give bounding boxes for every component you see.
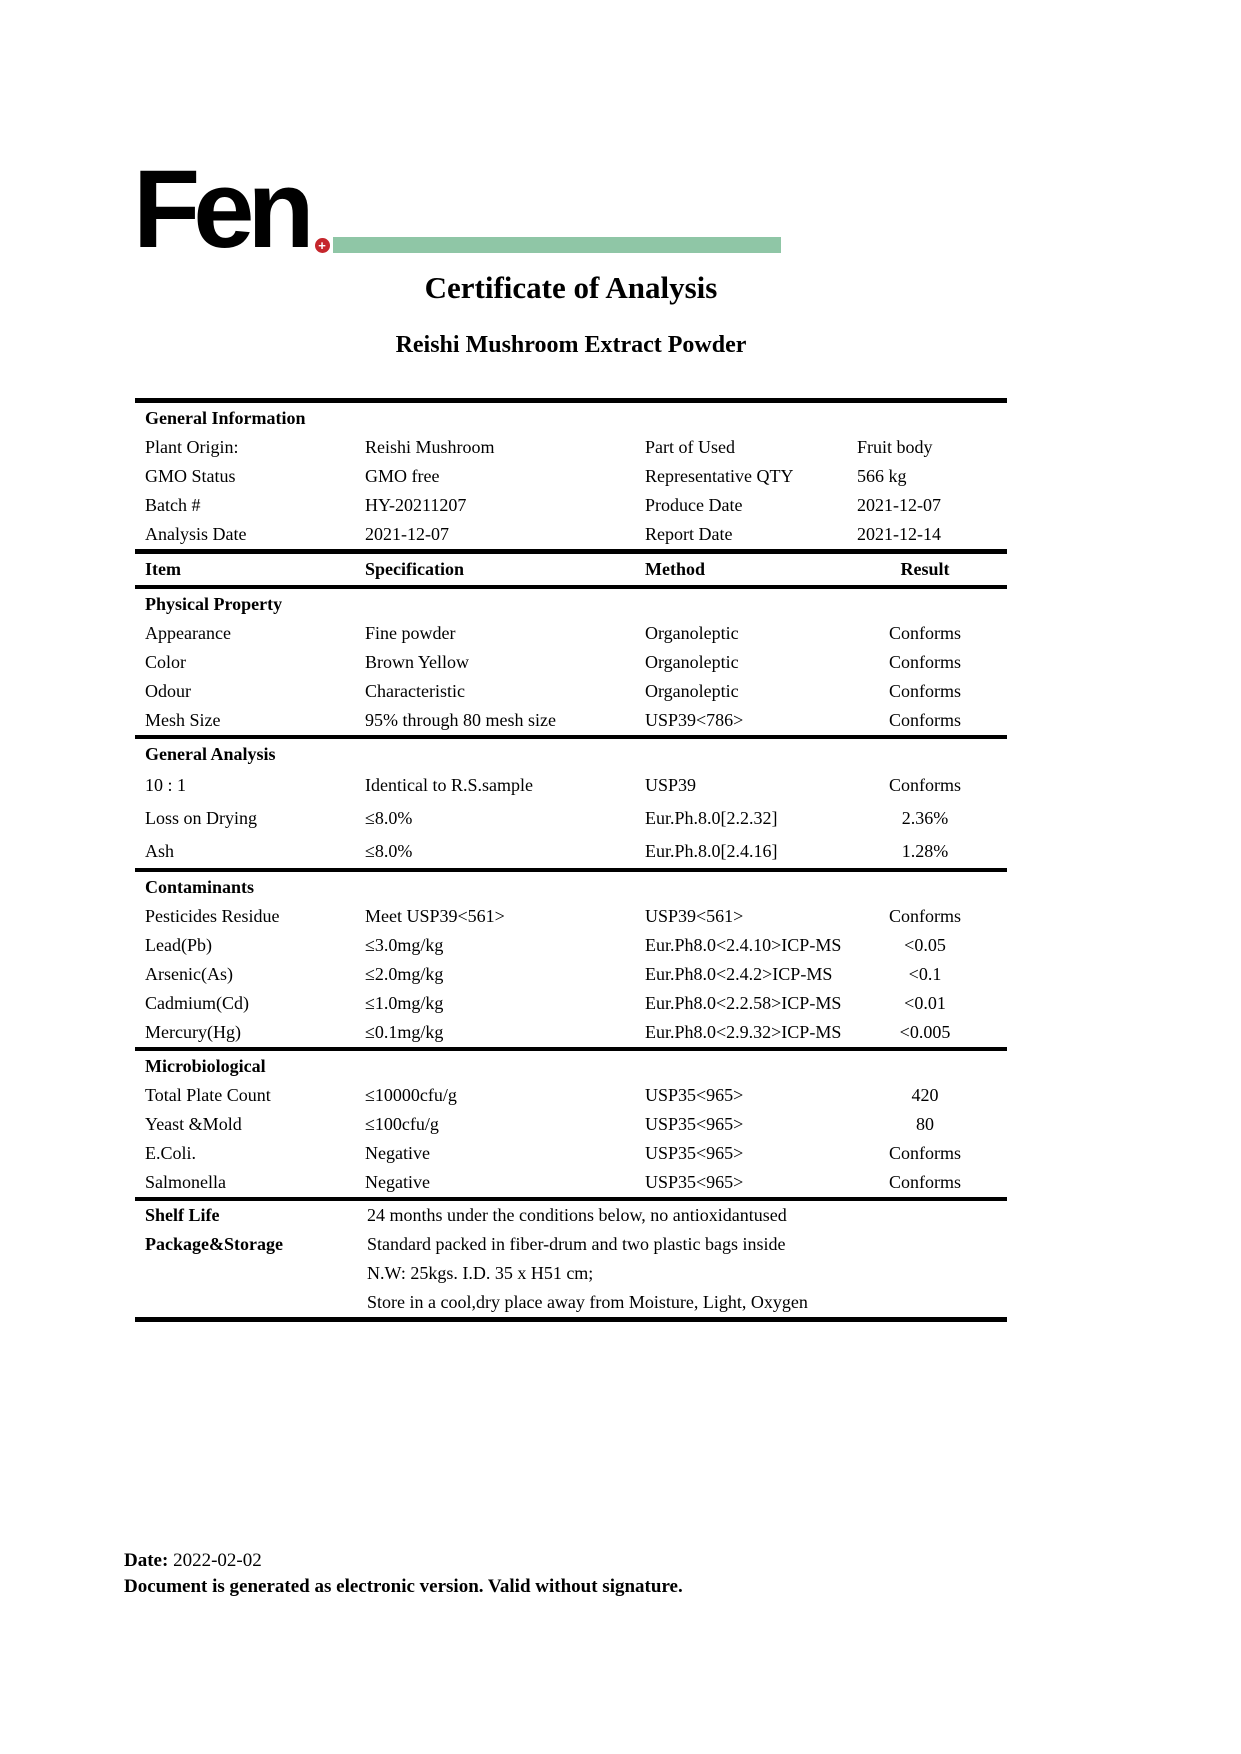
validity-note: Document is generated as electronic version. Valid without signature.	[124, 1576, 683, 1597]
field-label: Produce Date	[645, 495, 743, 515]
item-cell: Odour	[145, 681, 191, 701]
field-label: Analysis Date	[145, 524, 247, 544]
column-header-result: Result	[900, 559, 950, 579]
table-row	[135, 677, 1007, 706]
storage-row	[135, 1230, 1007, 1259]
spec-cell: Brown Yellow	[365, 652, 470, 672]
result-cell: <0.1	[908, 964, 942, 984]
table-row	[135, 1018, 1007, 1047]
storage-text: Standard packed in fiber-drum and two plastic bags inside	[367, 1234, 786, 1254]
item-cell: 10 : 1	[145, 775, 187, 795]
field-value: GMO free	[365, 466, 440, 486]
section-physical-property	[135, 589, 1007, 735]
table-row	[135, 960, 1007, 989]
method-cell: USP39<786>	[645, 710, 744, 730]
result-cell: Conforms	[889, 906, 961, 926]
date-value: 2022-02-02	[173, 1550, 262, 1571]
method-cell: Organoleptic	[645, 623, 739, 643]
column-header-method: Method	[645, 559, 705, 579]
spec-cell: Meet USP39<561>	[365, 906, 505, 926]
method-cell: USP35<965>	[645, 1085, 744, 1105]
item-cell: Arsenic(As)	[145, 964, 233, 984]
spec-table-header	[135, 549, 1007, 589]
field-label: Report Date	[645, 524, 733, 544]
table-row	[135, 931, 1007, 960]
spec-cell: Negative	[365, 1143, 430, 1163]
result-cell: Conforms	[889, 1172, 961, 1192]
table-row	[135, 769, 1007, 802]
storage-text: 24 months under the conditions below, no antioxidantused	[367, 1205, 787, 1225]
item-cell: Appearance	[145, 623, 231, 643]
field-value: Fruit body	[857, 437, 933, 457]
field-value: HY-20211207	[365, 495, 467, 515]
table-row	[135, 1081, 1007, 1110]
item-cell: Yeast &Mold	[145, 1114, 242, 1134]
spec-cell: ≤8.0%	[365, 841, 413, 861]
item-cell: Salmonella	[145, 1172, 226, 1192]
table-row	[135, 902, 1007, 931]
result-cell: Conforms	[889, 775, 961, 795]
table-row	[135, 835, 1007, 868]
item-cell: Loss on Drying	[145, 808, 257, 828]
storage-text: Store in a cool,dry place away from Moisture, Light, Oxygen	[367, 1292, 808, 1312]
spec-cell: ≤0.1mg/kg	[365, 1022, 444, 1042]
date-label: Date:	[124, 1550, 169, 1571]
table-row	[135, 1139, 1007, 1168]
method-cell: Eur.Ph8.0<2.4.2>ICP-MS	[645, 964, 833, 984]
result-cell: Conforms	[889, 681, 961, 701]
method-cell: Organoleptic	[645, 652, 739, 672]
storage-row	[135, 1259, 1007, 1288]
spec-cell: 95% through 80 mesh size	[365, 710, 556, 730]
table-row	[135, 619, 1007, 648]
plus-circle-icon: +	[315, 238, 330, 253]
field-label: Part of Used	[645, 437, 735, 457]
section-header-physical-property: Physical Property	[145, 593, 283, 614]
item-cell: Lead(Pb)	[145, 935, 212, 955]
item-cell: Cadmium(Cd)	[145, 993, 249, 1013]
result-cell: 2.36%	[901, 808, 949, 828]
date-line	[124, 1548, 683, 1574]
method-cell: USP35<965>	[645, 1172, 744, 1192]
spec-cell: Identical to R.S.sample	[365, 775, 533, 795]
result-cell: 80	[916, 1114, 934, 1134]
method-cell: Eur.Ph8.0<2.4.10>ICP-MS	[645, 935, 842, 955]
result-cell: <0.01	[904, 993, 946, 1013]
section-general-information	[135, 403, 1007, 549]
method-cell: Eur.Ph8.0<2.2.58>ICP-MS	[645, 993, 842, 1013]
spec-cell: ≤10000cfu/g	[365, 1085, 457, 1105]
table-row	[135, 802, 1007, 835]
method-cell: USP35<965>	[645, 1114, 744, 1134]
spec-cell: Fine powder	[365, 623, 456, 643]
item-cell: E.Coli.	[145, 1143, 197, 1163]
storage-text: N.W: 25kgs. I.D. 35 x H51 cm;	[367, 1263, 594, 1283]
field-value: 566 kg	[857, 466, 907, 486]
spec-cell: ≤1.0mg/kg	[365, 993, 444, 1013]
result-cell: <0.005	[899, 1022, 951, 1042]
spec-cell: ≤2.0mg/kg	[365, 964, 444, 984]
section-header-general-analysis: General Analysis	[145, 743, 276, 764]
spec-cell: Characteristic	[365, 681, 465, 701]
method-cell: USP35<965>	[645, 1143, 744, 1163]
field-value: Reishi Mushroom	[365, 437, 495, 457]
method-cell: USP39<561>	[645, 906, 744, 926]
result-cell: Conforms	[889, 652, 961, 672]
info-row	[135, 462, 1007, 491]
document-title: Certificate of Analysis	[424, 270, 718, 305]
column-header-specification: Specification	[365, 559, 464, 579]
table-row	[135, 1110, 1007, 1139]
section-header-contaminants: Contaminants	[145, 876, 255, 897]
section-storage	[135, 1197, 1007, 1317]
table-row	[135, 1168, 1007, 1197]
section-header-microbiological: Microbiological	[145, 1055, 266, 1076]
result-cell: 1.28%	[901, 841, 949, 861]
logo-bar	[333, 237, 781, 253]
field-label: GMO Status	[145, 466, 236, 486]
field-value: 2021-12-07	[365, 524, 449, 544]
field-value: 2021-12-14	[857, 524, 941, 544]
storage-row	[135, 1288, 1007, 1317]
section-general-analysis	[135, 735, 1007, 868]
result-cell: Conforms	[889, 1143, 961, 1163]
method-cell: Eur.Ph8.0<2.9.32>ICP-MS	[645, 1022, 842, 1042]
coa-table	[135, 398, 1007, 1322]
section-contaminants	[135, 868, 1007, 1047]
method-cell: Eur.Ph.8.0[2.2.32]	[645, 808, 778, 828]
result-cell: Conforms	[889, 710, 961, 730]
method-cell: Organoleptic	[645, 681, 739, 701]
product-name: Reishi Mushroom Extract Powder	[395, 332, 747, 358]
method-cell: Eur.Ph.8.0[2.4.16]	[645, 841, 778, 861]
item-cell: Color	[145, 652, 187, 672]
info-row	[135, 433, 1007, 462]
item-cell: Total Plate Count	[145, 1085, 271, 1105]
field-value: 2021-12-07	[857, 495, 941, 515]
spec-cell: Negative	[365, 1172, 430, 1192]
section-header-general-information: General Information	[145, 407, 306, 428]
info-row	[135, 520, 1007, 549]
logo-text: Fen	[133, 148, 308, 271]
table-row	[135, 648, 1007, 677]
result-cell: 420	[911, 1085, 939, 1105]
spec-cell: ≤100cfu/g	[365, 1114, 439, 1134]
storage-label: Shelf Life	[145, 1205, 220, 1225]
item-cell: Mercury(Hg)	[145, 1022, 241, 1042]
field-label: Representative QTY	[645, 466, 794, 486]
storage-row	[135, 1201, 1007, 1230]
item-cell: Pesticides Residue	[145, 906, 280, 926]
item-cell: Mesh Size	[145, 710, 221, 730]
result-cell: Conforms	[889, 623, 961, 643]
section-microbiological	[135, 1047, 1007, 1197]
footer	[124, 1548, 683, 1600]
info-row	[135, 491, 1007, 520]
logo	[133, 148, 781, 271]
field-label: Batch #	[145, 495, 201, 515]
spec-cell: ≤3.0mg/kg	[365, 935, 444, 955]
column-header-item: Item	[145, 559, 181, 579]
storage-label: Package&Storage	[145, 1234, 283, 1254]
table-row	[135, 989, 1007, 1018]
result-cell: <0.05	[904, 935, 946, 955]
table-row	[135, 706, 1007, 735]
method-cell: USP39	[645, 775, 697, 795]
field-label: Plant Origin:	[145, 437, 239, 457]
spec-cell: ≤8.0%	[365, 808, 413, 828]
item-cell: Ash	[145, 841, 175, 861]
